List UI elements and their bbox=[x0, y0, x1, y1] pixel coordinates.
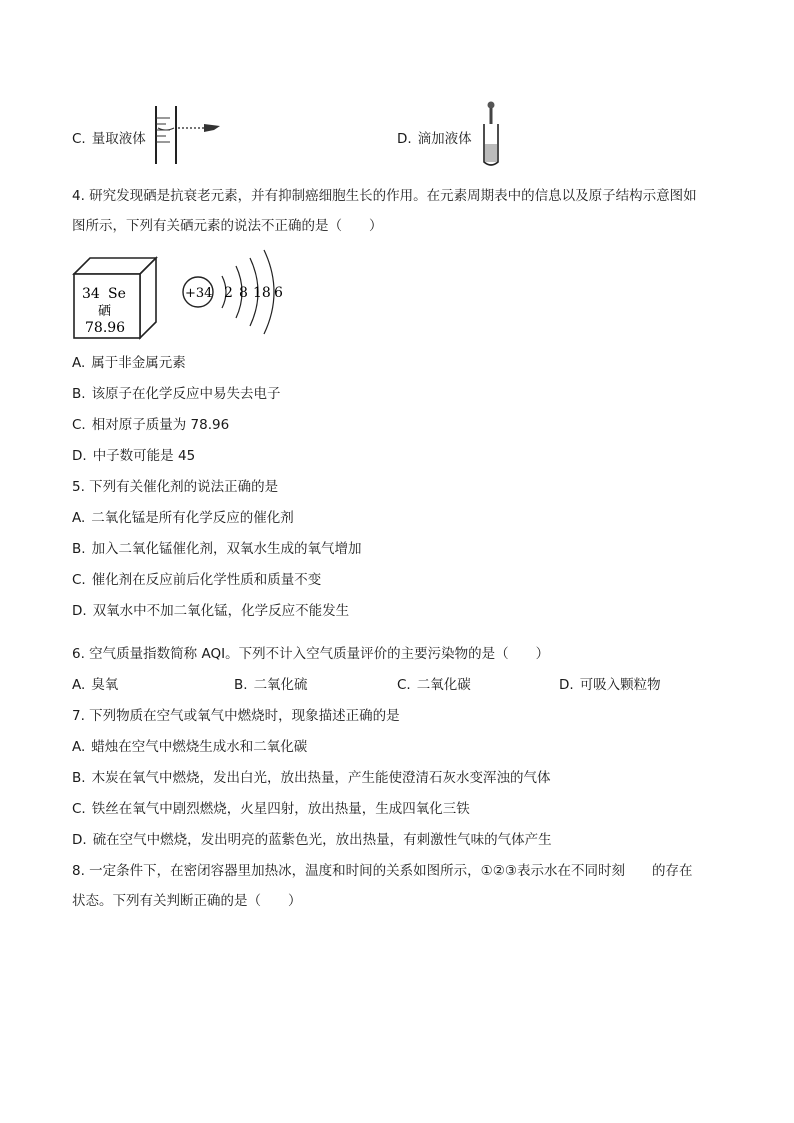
q4-option-b: B. 该原子在化学反应中易失去电子 bbox=[72, 386, 281, 402]
q8-stem-line-1: 8. 一定条件下，在密闭容器里加热冰，温度和时间的关系如图所示，①②③表示水在不同时刻 的存在 bbox=[72, 863, 693, 879]
q4-option-a: A. 属于非金属元素 bbox=[72, 355, 186, 371]
q4-stem-line-1: 4. 研究发现硒是抗衰老元素，并有抑制癌细胞生长的作用。在元素周期表中的信息以及原子结构示意图如 bbox=[72, 188, 697, 204]
q7-option-d: D. 硫在空气中燃烧，发出明亮的蓝紫色光，放出热量，有刺激性气味的气体产生 bbox=[72, 832, 552, 848]
shell-2-electrons: 8 bbox=[239, 285, 248, 301]
shell-4-electrons: 6 bbox=[274, 285, 283, 301]
q6-stem: 6. 空气质量指数简称 AQI。下列不计入空气质量评价的主要污染物的是（ ） bbox=[72, 646, 550, 662]
q5-option-d: D. 双氧水中不加二氧化锰，化学反应不能发生 bbox=[72, 603, 350, 619]
q4-option-d: D. 中子数可能是 45 bbox=[72, 448, 196, 464]
option-text: 滴加液体 bbox=[417, 131, 472, 147]
element-name: 硒 bbox=[98, 304, 112, 319]
q5-stem: 5. 下列有关催化剂的说法正确的是 bbox=[72, 479, 279, 495]
selenium-element-cell-figure bbox=[70, 256, 160, 342]
q5-option-b: B. 加入二氧化锰催化剂，双氧水生成的氧气增加 bbox=[72, 541, 362, 557]
selenium-atomic-structure-figure bbox=[180, 248, 290, 338]
q5-option-a: A. 二氧化锰是所有化学反应的催化剂 bbox=[72, 510, 294, 526]
q6-option-a: A. 臭氧 bbox=[72, 677, 119, 693]
option-text: 量取液体 bbox=[91, 131, 146, 147]
q7-stem: 7. 下列物质在空气或氧气中燃烧时，现象描述正确的是 bbox=[72, 708, 400, 724]
q7-option-a: A. 蜡烛在空气中燃烧生成水和二氧化碳 bbox=[72, 739, 308, 755]
element-atomic-mass: 78.96 bbox=[85, 320, 126, 336]
graduated-cylinder-reading-figure bbox=[148, 104, 228, 166]
q6-option-c: C. 二氧化碳 bbox=[397, 677, 471, 693]
q7-option-b: B. 木炭在氧气中燃烧，发出白光，放出热量，产生能使澄清石灰水变浑浊的气体 bbox=[72, 770, 551, 786]
q3-option-d bbox=[397, 130, 472, 148]
shell-3-electrons: 18 bbox=[253, 285, 271, 301]
dropper-test-tube-figure bbox=[478, 100, 504, 170]
nucleus-charge: +34 bbox=[185, 286, 213, 301]
element-atomic-number: 34 bbox=[82, 286, 100, 302]
shell-1-electrons: 2 bbox=[224, 285, 233, 301]
element-symbol: Se bbox=[108, 286, 126, 302]
q3-option-c bbox=[72, 130, 146, 148]
option-letter: D. bbox=[397, 131, 412, 147]
q4-option-c: C. 相对原子质量为 78.96 bbox=[72, 417, 230, 433]
q6-option-d: D. 可吸入颗粒物 bbox=[559, 677, 661, 693]
option-letter: C. bbox=[72, 131, 86, 147]
q7-option-c: C. 铁丝在氧气中剧烈燃烧，火星四射，放出热量，生成四氧化三铁 bbox=[72, 801, 470, 817]
q8-stem-line-2: 状态。下列有关判断正确的是（ ） bbox=[72, 893, 302, 909]
q4-stem-line-2: 图所示，下列有关硒元素的说法不正确的是（ ） bbox=[72, 218, 383, 234]
q6-option-b: B. 二氧化硫 bbox=[234, 677, 308, 693]
q5-option-c: C. 催化剂在反应前后化学性质和质量不变 bbox=[72, 572, 322, 588]
